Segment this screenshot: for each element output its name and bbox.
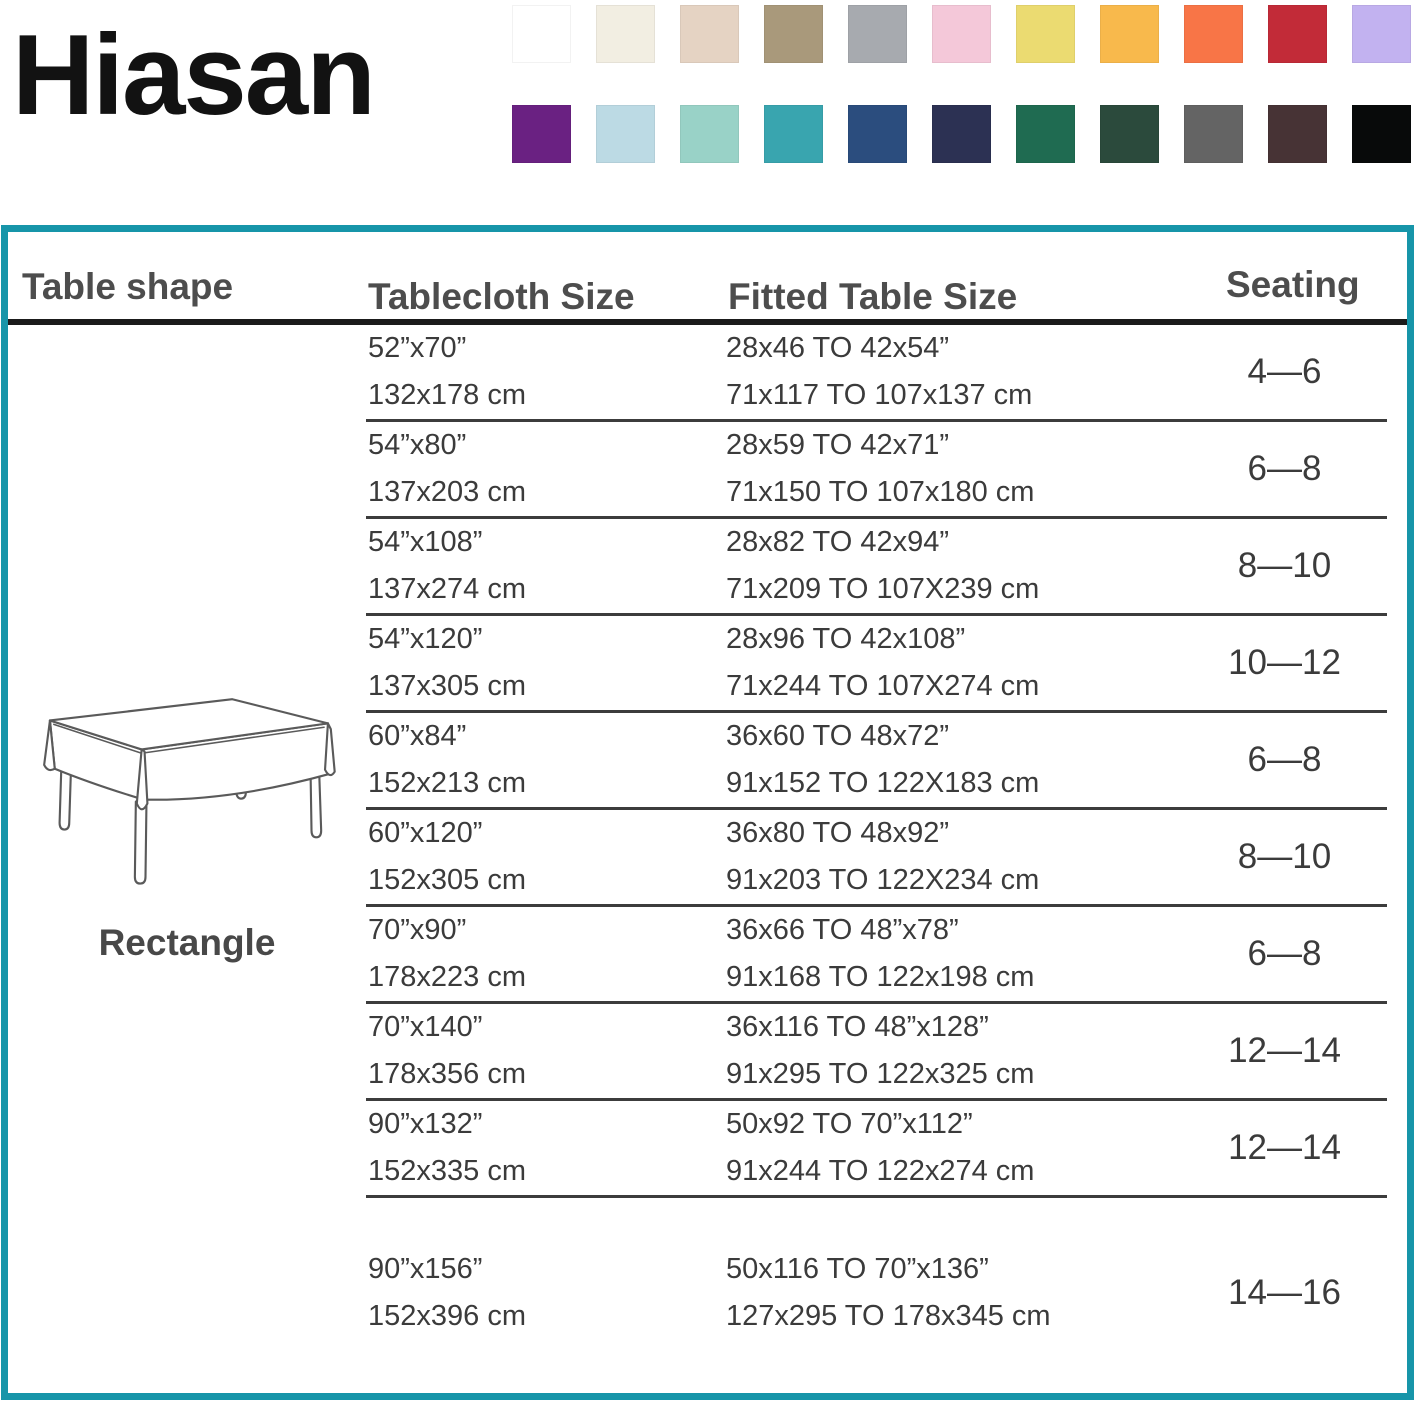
fitted-size-cm: 127x295 TO 178x345 cm — [726, 1299, 1051, 1332]
swatch-orange — [1184, 5, 1243, 63]
header-seating: Seating — [1226, 264, 1360, 305]
tablecloth-size-inches: 70”x90” — [368, 914, 467, 946]
seating-range: 6—8 — [1247, 740, 1322, 779]
tablecloth-size-cell — [366, 1101, 726, 1195]
tablecloth-size-cm: 152x213 cm — [368, 767, 526, 799]
fitted-size-cell — [726, 519, 1182, 613]
tablecloth-size-cm: 152x396 cm — [368, 1299, 526, 1332]
fitted-size-cm: 91x168 TO 122x198 cm — [726, 961, 1035, 993]
fitted-size-cell — [726, 1004, 1182, 1098]
fitted-size-cm: 91x295 TO 122x325 cm — [726, 1058, 1035, 1090]
swatch-navy-blue — [848, 105, 907, 163]
fitted-size-inches: 36x66 TO 48”x78” — [726, 914, 959, 946]
seating-range: 8—10 — [1237, 837, 1332, 876]
swatch-khaki — [764, 5, 823, 63]
fitted-size-cell — [726, 1246, 1182, 1340]
fitted-size-cell — [726, 1101, 1182, 1195]
tablecloth-size-inches: 52”x70” — [368, 332, 467, 364]
fitted-size-cm: 91x152 TO 122X183 cm — [726, 767, 1040, 799]
swatch-black — [1352, 105, 1411, 163]
swatch-brown — [1268, 105, 1327, 163]
tablecloth-size-cm: 137x203 cm — [368, 476, 526, 508]
shape-label: Rectangle — [98, 922, 276, 963]
fitted-size-cell — [726, 616, 1182, 710]
seating-range: 4—6 — [1247, 352, 1322, 391]
seating-range: 8—10 — [1237, 546, 1332, 585]
seating-range: 12—14 — [1228, 1128, 1341, 1167]
tablecloth-size-cm: 137x274 cm — [368, 573, 526, 605]
seating-range: 6—8 — [1247, 449, 1322, 488]
tablecloth-size-cm: 178x223 cm — [368, 961, 526, 993]
tablecloth-size-inches: 54”x108” — [368, 526, 483, 558]
swatch-light-blue — [596, 105, 655, 163]
tablecloth-size-cell — [366, 616, 726, 710]
swatch-beige — [680, 5, 739, 63]
header-fitted-table-size: Fitted Table Size — [728, 276, 1018, 317]
tablecloth-size-cell — [366, 422, 726, 516]
swatch-pink — [932, 5, 991, 63]
table-row — [366, 810, 1387, 907]
tablecloth-size-inches: 54”x120” — [368, 623, 483, 655]
table-row — [366, 1004, 1387, 1101]
fitted-size-cell — [726, 713, 1182, 807]
size-chart-body — [8, 325, 1407, 1387]
swatch-green — [1016, 105, 1075, 163]
seating-range: 6—8 — [1247, 934, 1322, 973]
tablecloth-size-inches: 90”x132” — [368, 1108, 483, 1140]
fitted-size-inches: 50x116 TO 70”x136” — [726, 1252, 989, 1285]
table-row — [366, 907, 1387, 1004]
fitted-size-cell — [726, 907, 1182, 1001]
table-row — [366, 519, 1387, 616]
tablecloth-size-inches: 90”x156” — [368, 1252, 483, 1285]
swatch-grey — [848, 5, 907, 63]
header-tablecloth-size: Tablecloth Size — [368, 276, 635, 317]
tablecloth-size-cell — [366, 1004, 726, 1098]
fitted-size-cm: 71x244 TO 107X274 cm — [726, 670, 1040, 702]
table-row — [366, 325, 1387, 422]
tablecloth-size-cm: 152x335 cm — [368, 1155, 526, 1187]
fitted-size-cm: 91x203 TO 122X234 cm — [726, 864, 1040, 896]
tablecloth-size-cm: 132x178 cm — [368, 379, 526, 411]
seating-range: 12—14 — [1228, 1031, 1341, 1070]
swatch-aqua — [680, 105, 739, 163]
fitted-size-inches: 28x46 TO 42x54” — [726, 332, 950, 364]
tablecloth-size-cell — [366, 713, 726, 807]
brand-logo: Hiasan — [12, 12, 374, 139]
swatch-yellow — [1016, 5, 1075, 63]
tablecloth-size-inches: 60”x120” — [368, 817, 483, 849]
fitted-size-cell — [726, 422, 1182, 516]
table-row — [366, 616, 1387, 713]
seating-range: 10—12 — [1228, 643, 1341, 682]
tablecloth-size-inches: 70”x140” — [368, 1011, 483, 1043]
rectangle-table-illustration — [31, 678, 343, 900]
fitted-size-cm: 71x209 TO 107X239 cm — [726, 573, 1040, 605]
tablecloth-size-cell — [366, 907, 726, 1001]
tablecloth-size-cm: 178x356 cm — [368, 1058, 526, 1090]
tablecloth-size-cell — [366, 810, 726, 904]
table-row — [366, 422, 1387, 519]
fitted-size-cell — [726, 325, 1182, 419]
fitted-size-inches: 36x80 TO 48x92” — [726, 817, 950, 849]
swatch-teal — [764, 105, 823, 163]
fitted-size-inches: 28x82 TO 42x94” — [726, 526, 950, 558]
tablecloth-size-inches: 60”x84” — [368, 720, 467, 752]
swatch-purple — [512, 105, 571, 163]
swatch-white — [512, 5, 571, 63]
tablecloth-size-cell — [366, 519, 726, 613]
table-row — [366, 1101, 1387, 1198]
fitted-size-inches: 36x116 TO 48”x128” — [726, 1011, 989, 1043]
swatch-red — [1268, 5, 1327, 63]
fitted-size-inches: 36x60 TO 48x72” — [726, 720, 950, 752]
swatch-lavender — [1352, 5, 1411, 63]
fitted-size-inches: 28x96 TO 42x108” — [726, 623, 966, 655]
swatch-dark-grey — [1184, 105, 1243, 163]
fitted-size-cm: 91x244 TO 122x274 cm — [726, 1155, 1035, 1187]
header-table-shape: Table shape — [22, 266, 234, 307]
tablecloth-size-cm: 137x305 cm — [368, 670, 526, 702]
fitted-size-cm: 71x117 TO 107x137 cm — [726, 379, 1033, 411]
swatch-gold — [1100, 5, 1159, 63]
size-rows — [366, 325, 1407, 1387]
swatch-dark-green — [1100, 105, 1159, 163]
swatch-ivory — [596, 5, 655, 63]
table-row — [366, 1198, 1387, 1387]
tablecloth-size-inches: 54”x80” — [368, 429, 467, 461]
tablecloth-size-cm: 152x305 cm — [368, 864, 526, 896]
fitted-size-inches: 50x92 TO 70”x112” — [726, 1108, 973, 1140]
tablecloth-size-cell — [366, 1246, 726, 1340]
fitted-size-cm: 71x150 TO 107x180 cm — [726, 476, 1035, 508]
size-chart — [1, 225, 1414, 1400]
fitted-size-inches: 28x59 TO 42x71” — [726, 429, 950, 461]
swatch-dark-navy — [932, 105, 991, 163]
fitted-size-cell — [726, 810, 1182, 904]
seating-range: 14—16 — [1228, 1272, 1341, 1312]
tablecloth-size-cell — [366, 325, 726, 419]
table-row — [366, 713, 1387, 810]
color-swatch-palette — [512, 5, 1411, 163]
table-shape-column — [8, 290, 366, 1352]
